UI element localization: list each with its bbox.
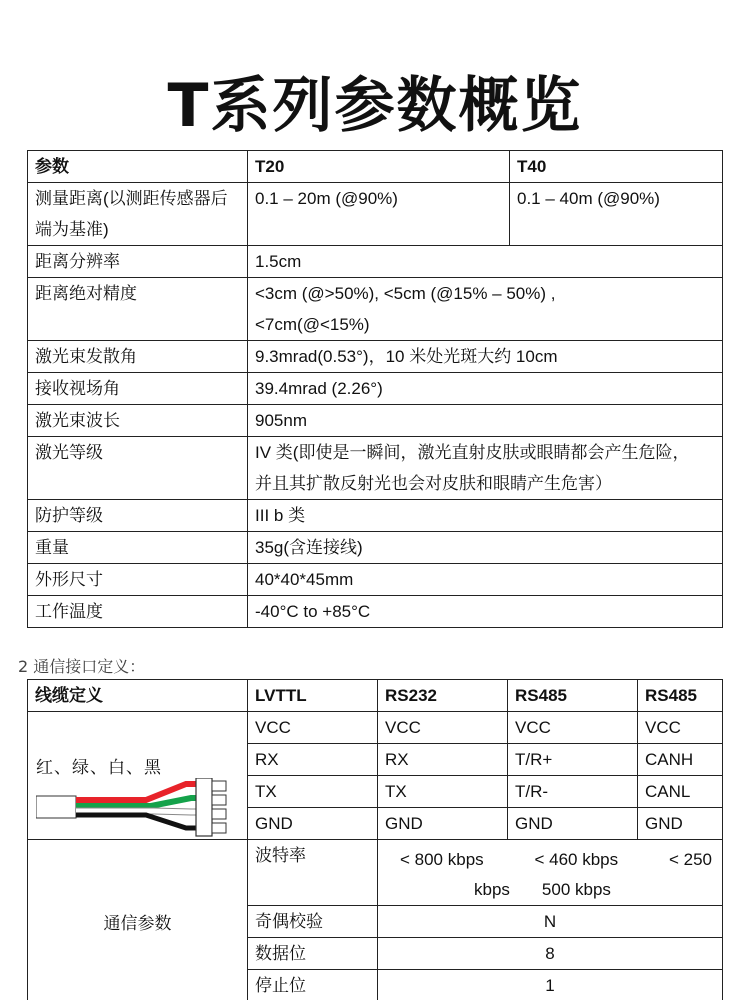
cable-sheath-icon — [36, 796, 76, 818]
param-value: 39.4mrad (2.26°) — [248, 373, 723, 405]
page-title: T系列参数概览 — [167, 71, 583, 141]
baud-value-canbus: < 250 — [668, 850, 712, 869]
params-row — [28, 532, 723, 564]
comm-header-rs232: RS232 — [378, 680, 508, 712]
comm-params-cell — [28, 840, 248, 1000]
param-label: 激光束发散角 — [28, 341, 248, 373]
param-label: 激光等级 — [28, 437, 248, 500]
comm-cell-rs232: RX — [378, 744, 508, 776]
comm-baud-row — [28, 840, 723, 906]
param-value: 9.3mrad(0.53°)，10 米处光斑大约 10cm — [248, 341, 723, 373]
param-value: III b 类 — [248, 500, 723, 532]
params-row — [28, 278, 723, 341]
comm-cell-lvttl: TX — [248, 776, 378, 808]
params-row — [28, 341, 723, 373]
baud-label: 波特率 — [248, 840, 378, 906]
param-value-line: 并且其扩散反射光也会对皮肤和眼睛产生危害） — [255, 474, 612, 493]
cable-connector-icon — [36, 778, 241, 840]
param-label: 重量 — [28, 532, 248, 564]
params-row — [28, 596, 723, 628]
comm-cell-lvttl: RX — [248, 744, 378, 776]
baud-value-rs485: 500 kbps — [541, 880, 611, 899]
black-wire-icon — [76, 815, 201, 828]
comm-cell-rs485-a: T/R- — [508, 776, 638, 808]
param-label: 外形尺寸 — [28, 564, 248, 596]
param-label-range — [28, 183, 248, 246]
param-value — [248, 437, 723, 500]
databits-value: 8 — [378, 938, 723, 970]
comm-cell-rs485-b: CANL — [638, 776, 723, 808]
param-value-range-t40: 0.1 – 40m (@90%) — [510, 183, 723, 246]
comm-cell-rs232: VCC — [378, 712, 508, 744]
baud-value-rs232: < 460 kbps — [534, 850, 619, 869]
wire-colors-label: 红、绿、白、黑 — [36, 758, 162, 777]
comm-cell-rs485-b: VCC — [638, 712, 723, 744]
comm-params-label: 通信参数 — [103, 914, 172, 933]
params-header-t40: T40 — [510, 151, 723, 183]
param-label: 激光束波长 — [28, 405, 248, 437]
param-value: 40*40*45mm — [248, 564, 723, 596]
params-row — [28, 373, 723, 405]
param-label: 距离分辨率 — [28, 246, 248, 278]
comm-cell-rs232: TX — [378, 776, 508, 808]
baud-value-lvttl: < 800 kbps — [400, 850, 484, 869]
comm-header-row — [28, 680, 723, 712]
comm-cell-rs485-b: CANH — [638, 744, 723, 776]
stopbits-label: 停止位 — [248, 970, 378, 1000]
params-table — [27, 150, 723, 628]
param-value: 35g(含连接线) — [248, 532, 723, 564]
param-value — [248, 278, 723, 341]
comm-cell-lvttl: VCC — [248, 712, 378, 744]
param-value: 905nm — [248, 405, 723, 437]
param-value: -40°C to +85°C — [248, 596, 723, 628]
param-value-line: <3cm (@>50%), <5cm (@15% – 50%) , — [255, 284, 556, 303]
comm-cell-rs485-a: GND — [508, 808, 638, 840]
param-label-range-line2: 端为基准) — [35, 220, 109, 239]
comm-header-def: 线缆定义 — [28, 680, 248, 712]
connector-housing-icon — [196, 778, 212, 836]
param-value-line: IV 类(即使是一瞬间，激光直射皮肤或眼睛都会产生危险， — [255, 443, 690, 462]
params-header-label: 参数 — [28, 151, 248, 183]
comm-cell-rs485-a: T/R+ — [508, 744, 638, 776]
parity-label: 奇偶校验 — [248, 906, 378, 938]
param-value-range-t20: 0.1 – 20m (@90%) — [248, 183, 510, 246]
comm-interface-table — [27, 679, 723, 1000]
params-header-row — [28, 151, 723, 183]
comm-pin-row — [28, 712, 723, 744]
stopbits-value: 1 — [378, 970, 723, 1000]
params-row-range — [28, 183, 723, 246]
databits-label: 数据位 — [248, 938, 378, 970]
comm-cell-rs485-a: VCC — [508, 712, 638, 744]
comm-header-rs485-b: RS485 — [638, 680, 723, 712]
params-row — [28, 500, 723, 532]
parity-value: N — [378, 906, 723, 938]
params-header-t20: T20 — [248, 151, 510, 183]
params-row — [28, 564, 723, 596]
param-label: 距离绝对精度 — [28, 278, 248, 341]
param-label: 防护等级 — [28, 500, 248, 532]
param-label: 工作温度 — [28, 596, 248, 628]
white-wire-icon — [76, 811, 201, 812]
baud-value-unit: kbps — [474, 880, 510, 899]
param-value-line: <7cm(@<15%) — [255, 315, 370, 334]
param-label-range-line1: 测量距离(以测距传感器后 — [35, 189, 228, 208]
param-label: 接收视场角 — [28, 373, 248, 405]
params-row — [28, 405, 723, 437]
comm-cell-rs232: GND — [378, 808, 508, 840]
param-value: 1.5cm — [248, 246, 723, 278]
comm-cell-lvttl: GND — [248, 808, 378, 840]
params-row — [28, 246, 723, 278]
comm-header-rs485-a: RS485 — [508, 680, 638, 712]
cable-diagram-cell — [28, 712, 248, 840]
comm-header-lvttl: LVTTL — [248, 680, 378, 712]
section-heading-comm: 2 通信接口定义： — [18, 657, 146, 676]
params-row — [28, 437, 723, 500]
comm-cell-rs485-b: GND — [638, 808, 723, 840]
baud-values — [378, 840, 723, 906]
